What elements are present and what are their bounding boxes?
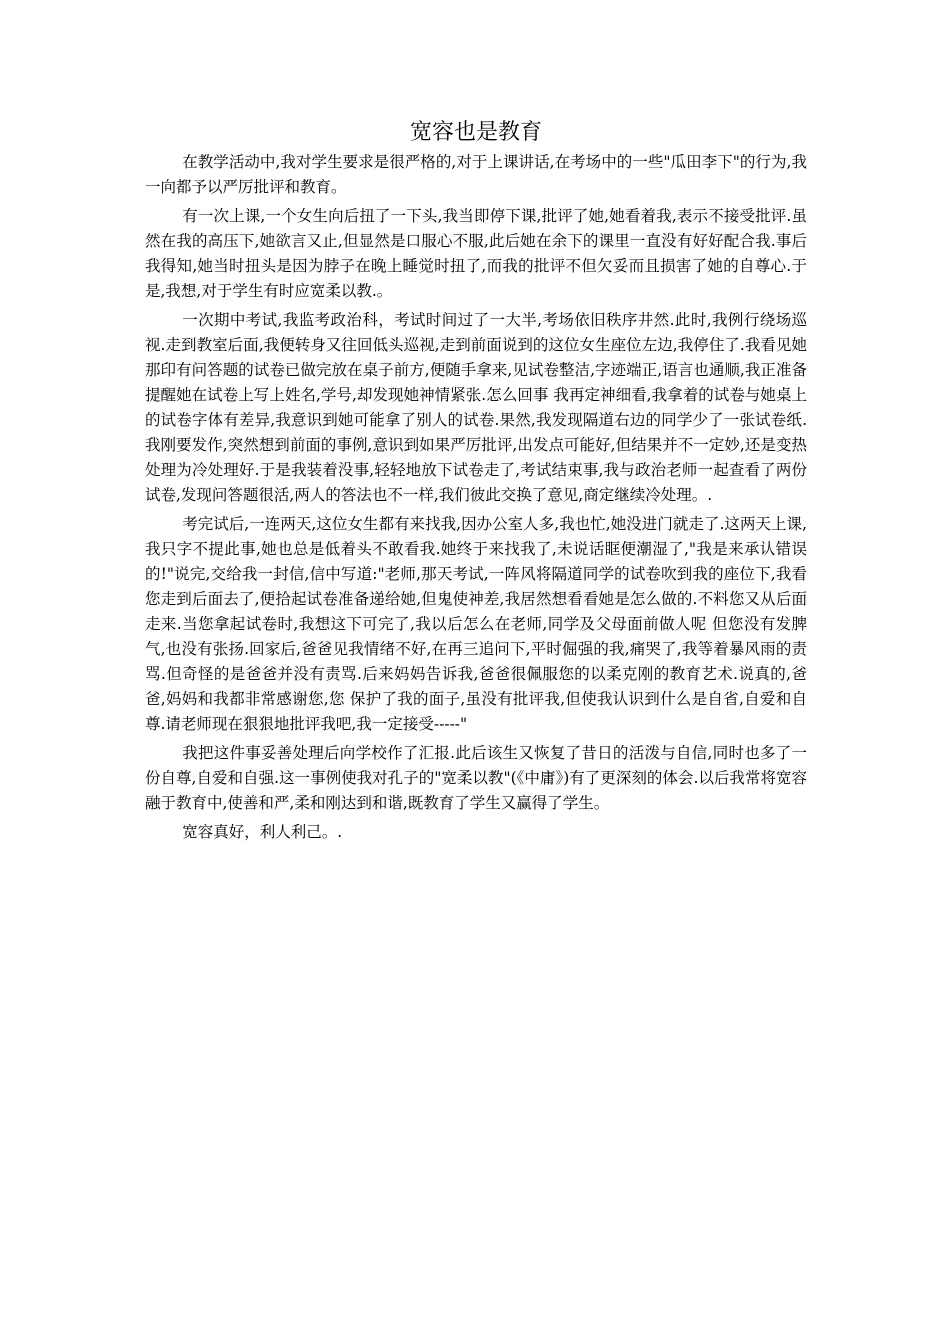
document-page (145, 118, 807, 849)
document-title: 宽容也是教育 (409, 120, 542, 145)
paragraph-4: 考完试后,一连两天,这位女生都有来找我,因办公室人多,我也忙,她没进门就走了.这两天上课,我只字不提此事,她也总是低着头不敢看我.她终于来找我了,未说话眶便潮湿了,"我是来承认错误的!"说完,交给我一封信,信中写道:"老师,那天考试,一阵风将隔道同学的试卷吹到我的座位下,我看您走到后面去了,便拾起试卷准备递给她,但鬼使神差,我居然想看看她是怎么做的.不料您又从后面走来.当您拿起试卷时,我想这下可完了,我以后怎么在老师,同学及父母面前做人呢 但您没有发脾气,也没有张扬.回家后,爸爸见我情绪不好,在再三追问下,平时倔强的我,痛哭了,我等着暴风雨的责骂.但奇怪的是爸爸并没有责骂.后来妈妈告诉我,爸爸很佩服您的以柔克刚的教育艺术.说真的,爸爸,妈妈和我都非常感谢您,您 保护了我的面子,虽没有批评我,但使我认识到什么是自省,自爱和自尊.请老师现在狠狠地批评我吧,我一定接受-----" (145, 515, 807, 733)
paragraph-5: 我把这件事妥善处理后向学校作了汇报.此后该生又恢复了昔日的活泼与自信,同时也多了一份自尊,自爱和自强.这一事例使我对孔子的"宽柔以教"(《中庸》)有了更深刻的体会.以后我常将宽容融于教育中,使善和严,柔和刚达到和谐,既教育了学生又赢得了学生。 (145, 744, 807, 812)
paragraph-2: 有一次上课,一个女生向后扭了一下头,我当即停下课,批评了她,她看着我,表示不接受批评.虽然在我的高压下,她欲言又止,但显然是口服心不服,此后她在余下的课里一直没有好好配合我.事后我得知,她当时扭头是因为脖子在晚上睡觉时扭了,而我的批评不但欠妥而且损害了她的自尊心.于是,我想,对于学生有时应宽柔以教.。 (145, 207, 807, 300)
paragraph-6: 宽容真好，利人利己。. (182, 823, 343, 841)
paragraph-3: 一次期中考试,我监考政治科，考试时间过了一大半,考场依旧秩序井然.此时,我例行绕场巡视.走到教室后面,我便转身又往回低头巡视,走到前面说到的这位女生座位左边,我停住了.我看见她那印有问答题的试卷已做完放在桌子前方,便随手拿来,见试卷整洁,字迹端正,语言也通顺,我正准备提醒她在试卷上写上姓名,学号,却发现她神情紧张.怎么回事 我再定神细看,我拿着的试卷与她桌上的试卷字体有差异,我意识到她可能拿了别人的试卷.果然,我发现隔道右边的同学少了一张试卷纸.我刚要发作,突然想到前面的事例,意识到如果严厉批评,出发点可能好,但结果并不一定妙,还是变热处理为冷处理好.于是我装着没事,轻轻地放下试卷走了,考试结束事,我与政治老师一起查看了两份试卷,发现问答题很活,两人的答法也不一样,我们彼此交换了意见,商定继续冷处理。. (145, 311, 807, 504)
paragraph-1: 在教学活动中,我对学生要求是很严格的,对于上课讲话,在考场中的一些"瓜田李下"的行为,我一向都予以严厉批评和教育。 (145, 153, 807, 196)
